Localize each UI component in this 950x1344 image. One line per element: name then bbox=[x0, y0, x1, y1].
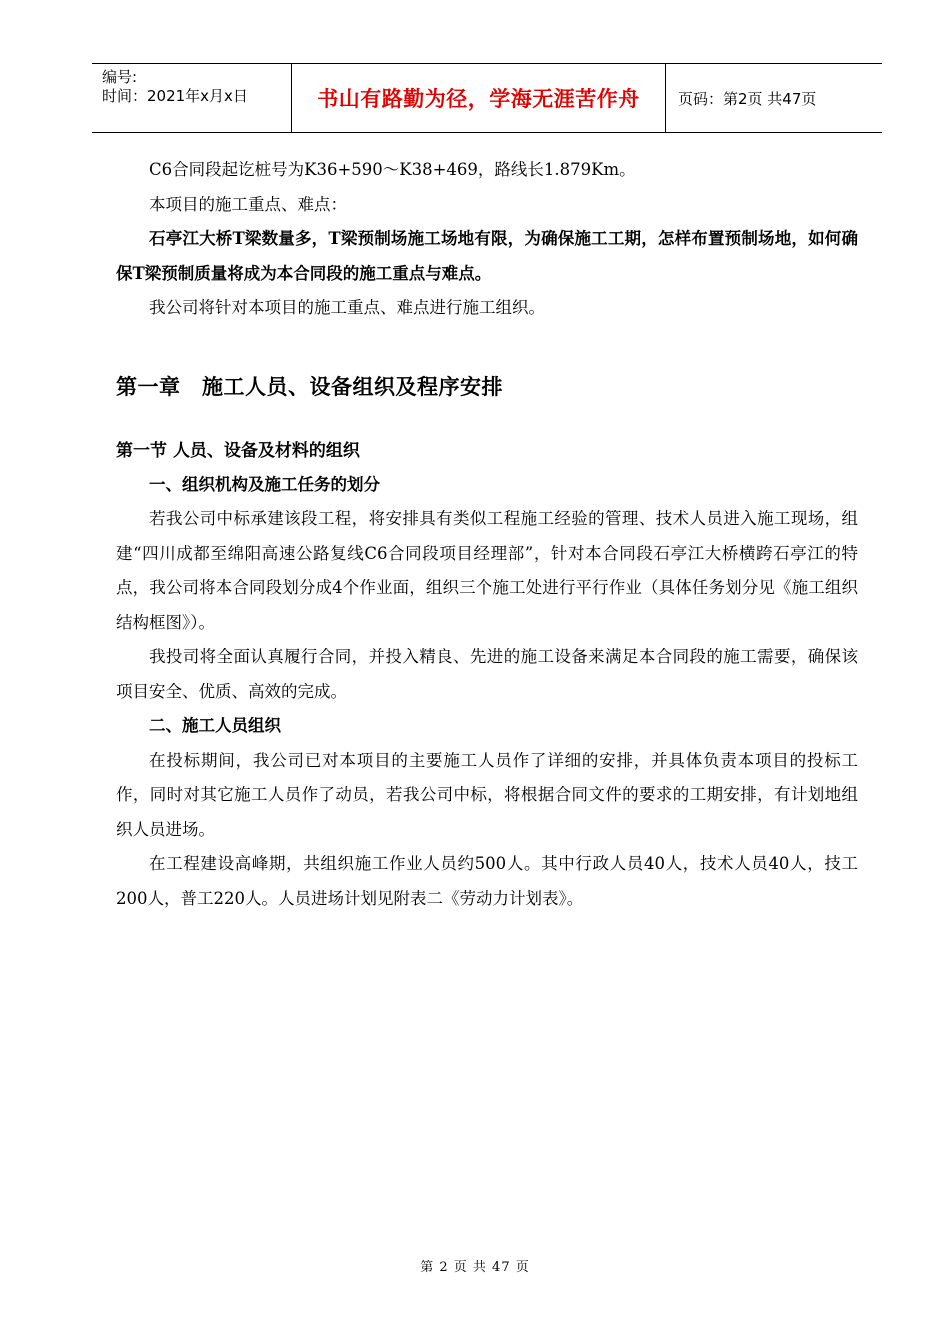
page-footer: 第 2 页 共 47 页 bbox=[420, 1260, 530, 1275]
page-header bbox=[92, 63, 882, 133]
time-label: 时间：2021年x月x日 bbox=[102, 87, 248, 105]
document-body bbox=[116, 153, 858, 916]
section-title: 第一节 人员、设备及材料的组织 bbox=[116, 440, 360, 461]
header-meta bbox=[92, 64, 292, 132]
paragraph-contract-commitment: 我投司将全面认真履行合同，并投入精良、先进的施工设备来满足本合同段的施工需要，确保该项目安全、优质、高效的完成。 bbox=[116, 647, 858, 701]
paragraph-organization-note: 我公司将针对本项目的施工重点、难点进行施工组织。 bbox=[149, 298, 545, 317]
heading-organization: 一、组织机构及施工任务的划分 bbox=[149, 474, 380, 494]
header-page-info: 页码：第2页 共47页 bbox=[678, 89, 817, 108]
paragraph-personnel-count: 在工程建设高峰期，共组织施工作业人员约500人。其中行政人员40人，技术人员40人，技工200人，普工220人。人员进场计划见附表二《劳动力计划表》。 bbox=[116, 854, 858, 908]
heading-personnel: 二、施工人员组织 bbox=[149, 716, 281, 735]
header-motto: 书山有路勤为径，学海无涯苦作舟 bbox=[292, 64, 666, 132]
paragraph-station-range: C6合同段起讫桩号为K36+590～K38+469，路线长1.879Km。 bbox=[149, 160, 636, 179]
paragraph-key-points: 石亭江大桥T梁数量多，T梁预制场施工场地有限，为确保施工工期，怎样布置预制场地，如何确保T梁预制质量将成为本合同段的施工重点与难点。 bbox=[116, 229, 858, 283]
chapter-title: 第一章 施工人员、设备组织及程序安排 bbox=[116, 373, 503, 399]
paragraph-key-points-intro: 本项目的施工重点、难点： bbox=[149, 194, 347, 214]
paragraph-personnel-arrangement: 在投标期间，我公司已对本项目的主要施工人员作了详细的安排，并具体负责本项目的投标工作，同时对其它施工人员作了动员，若我公司中标，将根据合同文件的要求的工期安排，有计划地组织人员进场。 bbox=[116, 750, 858, 839]
number-label: 编号: bbox=[102, 68, 138, 86]
paragraph-organization: 若我公司中标承建该段工程，将安排具有类似工程施工经验的管理、技术人员进入施工现场，组建“四川成都至绵阳高速公路复线C6合同段项目经理部”，针对本合同段石亭江大桥横跨石亭江的特点，我公司将本合同段划分成4个作业面，组织三个施工处进行平行作业（具体任务划分见《施工组织结构框图》）。 bbox=[116, 509, 858, 632]
